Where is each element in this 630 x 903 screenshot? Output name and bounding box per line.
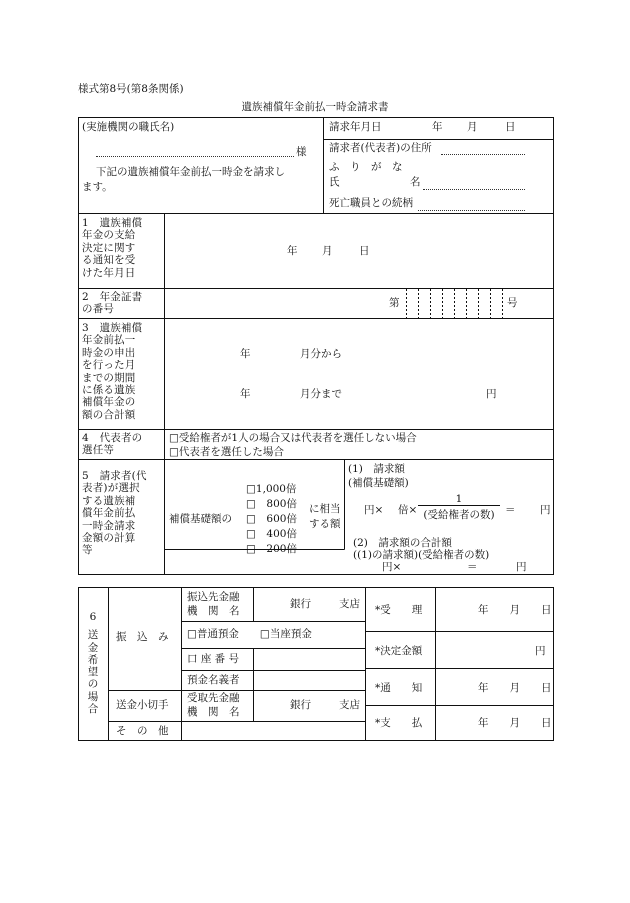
address-label: 請求者(代表者)の住所	[329, 142, 432, 154]
name-label-2: 名	[410, 176, 421, 188]
relation-field[interactable]	[418, 210, 525, 211]
request-date-day[interactable]: 日	[505, 121, 516, 133]
row5-multiple-400[interactable]: □ 400倍	[246, 528, 297, 540]
row5-calc2-equals: ＝	[467, 561, 478, 573]
name-label-1: 氏	[329, 176, 340, 188]
request-text-1: 下記の遺族補償年金前払一時金を請求し	[96, 166, 285, 178]
office-decided-yen[interactable]: 円	[535, 645, 546, 657]
row3-yen: 円	[486, 388, 497, 400]
row4-option-single[interactable]: □受給権者が1人の場合又は代表者を選任しない場合	[169, 432, 417, 444]
request-date-year[interactable]: 年	[432, 121, 443, 133]
receive-branch-suffix[interactable]: 支店	[339, 699, 360, 711]
row5-calc1-denominator: (受給権者の数)	[423, 509, 495, 521]
row5-calc1-equals: ＝	[505, 504, 516, 516]
row1-day[interactable]: 日	[359, 245, 370, 257]
row5-label: 5 請求者(代 表者)が選択 する遺族補 償年金前払 一時金請求 金額の計算 等	[82, 470, 147, 557]
row2-label: 2 年金証書 の番号	[82, 291, 143, 316]
receive-bank-label-2: 機 関 名	[187, 706, 240, 718]
row5-calc2-yen: 円×	[382, 561, 402, 573]
row5-multiple-800[interactable]: □ 800倍	[246, 498, 297, 510]
relation-label: 死亡職員との続柄	[329, 197, 413, 209]
row1-month[interactable]: 月	[322, 245, 333, 257]
row5-calc1-sub: (補償基礎額)	[348, 477, 409, 489]
addressee-label: (実施機関の職氏名)	[82, 121, 175, 133]
row5-calc1-yen: 円×	[364, 504, 384, 516]
request-date-label: 請求年月日	[329, 121, 382, 133]
addressee-field[interactable]	[96, 156, 294, 157]
name-field[interactable]	[423, 189, 525, 190]
row5-multiple-200[interactable]: □ 200倍	[246, 543, 297, 555]
bank-label-2: 機 関 名	[187, 605, 240, 617]
row3-to-year[interactable]: 年	[240, 388, 251, 400]
account-type-options[interactable]: □普通預金 □当座預金	[187, 628, 312, 640]
row4-option-representative[interactable]: □代表者を選任した場合	[169, 446, 284, 458]
office-received-label: *受 理	[375, 604, 423, 616]
row1-label: 1 遺族補償 年金の支給 決定に関す る通知を受 けた年月日	[82, 217, 143, 279]
office-payment-label: *支 払	[375, 717, 423, 729]
row5-calc1-numerator: 1	[455, 493, 463, 505]
row5-calc1-title: (1) 請求額	[348, 463, 405, 475]
address-field[interactable]	[441, 154, 525, 155]
office-payment-date[interactable]: 年 月 日	[478, 717, 552, 729]
row3-from-year[interactable]: 年	[240, 348, 251, 360]
row5-equiv-2: する額	[309, 518, 341, 530]
row5-calc2-result-yen: 円	[516, 561, 527, 573]
office-received-date[interactable]: 年 月 日	[478, 604, 552, 616]
request-text-2: ます。	[82, 181, 113, 193]
form-title: 遺族補償年金前払一時金請求書	[241, 101, 389, 113]
branch-suffix[interactable]: 支店	[339, 598, 360, 610]
bank-suffix[interactable]: 銀行	[290, 598, 311, 610]
receive-bank-label-1: 受取先金融	[187, 692, 240, 704]
receive-bank-suffix[interactable]: 銀行	[290, 699, 311, 711]
row4-label: 4 代表者の 選任等	[82, 432, 143, 457]
check-label: 送金小切手	[116, 699, 169, 711]
account-holder-label: 預金名義者	[187, 674, 240, 686]
row5-calc2-title: (2) 請求額の合計額	[353, 537, 452, 549]
row3-to-month[interactable]: 月分まで	[300, 388, 342, 400]
account-number-label: 口 座 番 号	[187, 653, 240, 665]
row1-year[interactable]: 年	[287, 245, 298, 257]
office-decided-label: *決定金額	[375, 645, 423, 657]
honorific: 様	[296, 146, 307, 158]
remit-section-label: 6 送 金 希 望 の 場 合	[87, 611, 99, 716]
request-date-month[interactable]: 月	[467, 121, 478, 133]
row5-calc1-bai: 倍×	[398, 504, 418, 516]
row5-equiv-1: に相当	[309, 503, 341, 515]
other-label: そ の 他	[116, 725, 169, 737]
bank-label-1: 振込先金融	[187, 591, 240, 603]
row2-dai: 第	[389, 297, 400, 309]
office-notice-date[interactable]: 年 月 日	[478, 682, 552, 694]
transfer-label: 振 込 み	[116, 631, 169, 643]
row2-go: 号	[507, 297, 518, 309]
furigana-label: ふ り が な	[329, 161, 403, 173]
row5-base-label: 補償基礎額の	[169, 513, 232, 525]
row5-calc2-sub: ((1)の請求額)(受給権者の数)	[353, 549, 490, 561]
row5-multiple-600[interactable]: □ 600倍	[246, 513, 297, 525]
form-number: 様式第8号(第8条関係)	[78, 83, 184, 95]
row5-multiple-1000[interactable]: □1,000倍	[246, 483, 297, 495]
office-notice-label: *通 知	[375, 682, 423, 694]
row5-calc1-result-yen: 円	[540, 504, 551, 516]
row3-from-month[interactable]: 月分から	[300, 348, 342, 360]
row3-label: 3 遺族補償 年金前払一 時金の申出 を行った月 までの期間 に係る遺族 補償年金の 額の合計額	[82, 322, 143, 421]
